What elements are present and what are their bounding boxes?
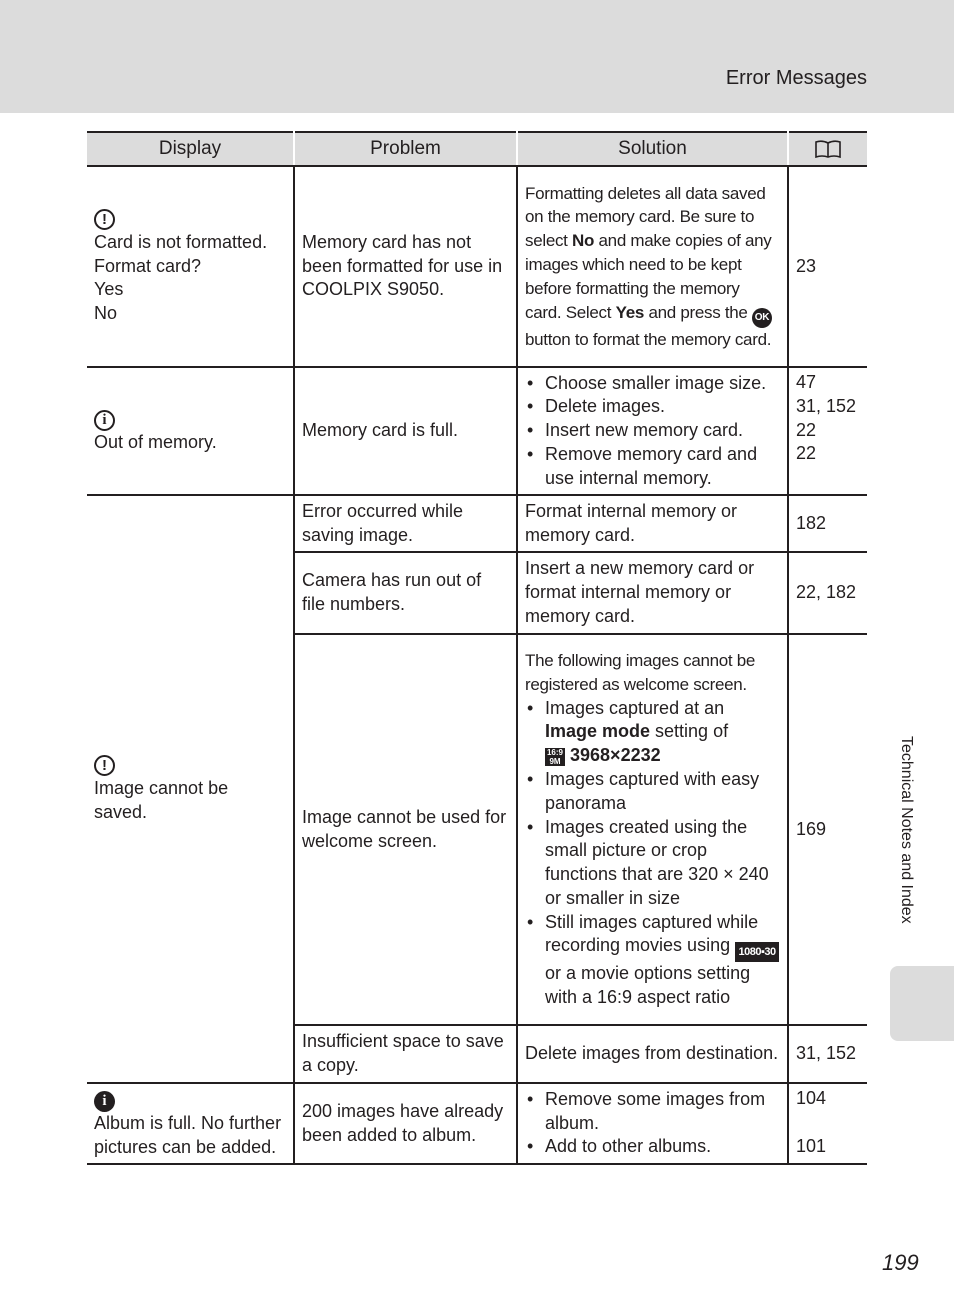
display-cell — [87, 1083, 294, 1164]
problem-cell: Image cannot be used for welcome screen. — [294, 634, 517, 1025]
header-problem: Problem — [294, 132, 517, 166]
display-line: Card is not formatted. — [94, 231, 268, 252]
display-cell — [87, 367, 294, 495]
solution-text: and press the — [644, 302, 752, 322]
solution-cell: Format internal memory or memory card. — [517, 495, 788, 552]
reference-line: 22 — [796, 443, 817, 464]
solution-cell — [517, 367, 788, 495]
display-line: Out of memory. — [94, 432, 217, 453]
display-line: Album is full. No further pictures can be added. — [94, 1112, 282, 1157]
list-text: setting of — [650, 721, 729, 742]
reference-cell: 31, 152 — [788, 1025, 867, 1083]
info-icon: i — [94, 410, 115, 431]
display-cell — [87, 495, 294, 1083]
reference-line: 31, 152 — [796, 395, 857, 416]
display-line: No — [94, 303, 118, 324]
table-header-row — [87, 132, 867, 166]
solution-cell: Delete images from destination. — [517, 1025, 788, 1083]
list-item: • Images captured with easy panorama — [525, 768, 780, 816]
reference-cell: 23 — [788, 166, 867, 367]
problem-cell: Memory card has not been formatted for use in COOLPIX S9050. — [294, 166, 517, 367]
problem-cell: Error occurred while saving image. — [294, 495, 517, 552]
book-icon — [815, 140, 841, 158]
section-title: Error Messages — [725, 67, 867, 89]
reference-cell: 182 — [788, 495, 867, 552]
side-chapter-label: Technical Notes and Index — [898, 736, 915, 924]
image-mode-label: Image mode — [545, 721, 651, 742]
list-item — [525, 697, 780, 768]
header-band — [0, 0, 954, 113]
display-cell — [87, 166, 294, 367]
ok-button-icon: OK — [752, 308, 772, 328]
solution-intro: The following images cannot be registered as welcome screen. — [525, 650, 756, 694]
list-item: • Insert new memory card. — [525, 419, 780, 443]
list-item: • Remove some images from album. — [525, 1088, 780, 1136]
solution-cell — [517, 634, 788, 1025]
table-row — [87, 495, 867, 552]
warning-icon: ! — [94, 209, 115, 230]
list-text: Images captured at an — [545, 697, 725, 718]
solution-cell — [517, 166, 788, 367]
no-option: No — [572, 231, 595, 251]
display-line: Format card? — [94, 255, 202, 276]
list-item: • Remove memory card and use internal memory. — [525, 443, 780, 491]
reference-line: 22 — [796, 419, 817, 440]
reference-cell — [788, 367, 867, 495]
reference-line: 47 — [796, 372, 817, 392]
header-reference — [788, 132, 867, 166]
problem-cell: 200 images have already been added to album. — [294, 1083, 517, 1164]
list-item: • Delete images. — [525, 395, 780, 419]
list-text: or a movie options setting with a 16:9 aspect ratio — [545, 963, 751, 1008]
list-item: • Add to other albums. — [525, 1135, 780, 1159]
display-line: Image cannot be saved. — [94, 778, 229, 822]
problem-cell: Insufficient space to save a copy. — [294, 1025, 517, 1083]
problem-cell: Camera has run out of file numbers. — [294, 552, 517, 634]
info-filled-icon: i — [94, 1091, 115, 1112]
reference-line: 101 — [796, 1135, 827, 1156]
display-line: Yes — [94, 279, 124, 300]
reference-cell: 22, 182 — [788, 552, 867, 634]
solution-text: button to format the memory card. — [525, 329, 772, 349]
movie-1080-30p-icon: 1080▪30 — [735, 942, 779, 962]
table-row — [87, 166, 867, 367]
reference-line: 104 — [796, 1088, 827, 1108]
image-mode-16-9-icon: 16:9 9M — [546, 748, 563, 767]
problem-cell: Memory card is full. — [294, 367, 517, 495]
yes-option: Yes — [615, 302, 645, 322]
list-item: • Choose smaller image size. — [525, 372, 780, 396]
side-chapter-tab — [890, 966, 954, 1041]
list-text: Still images captured while recording movies using — [545, 911, 759, 956]
table-row — [87, 1083, 867, 1164]
table-row — [87, 367, 867, 495]
list-item: • Images created using the small picture or crop functions that are 320 × 240 or smaller in size — [525, 816, 780, 911]
header-display: Display — [87, 132, 294, 166]
warning-icon: ! — [94, 755, 115, 776]
page-number: 199 — [882, 1250, 919, 1275]
solution-cell: Insert a new memory card or format internal memory or memory card. — [517, 552, 788, 634]
solution-text: Formatting deletes all data saved on the memory card. Be sure to select — [525, 183, 766, 251]
solution-cell — [517, 1083, 788, 1164]
reference-cell — [788, 1083, 867, 1164]
solution-text: and make copies of any images which need to be kept before formatting the memory card. Select — [525, 231, 772, 322]
header-solution: Solution — [517, 132, 788, 166]
list-item — [525, 911, 780, 1010]
image-size-value: 3968×2232 — [570, 745, 661, 766]
error-messages-table — [87, 131, 867, 1165]
reference-cell: 169 — [788, 634, 867, 1025]
